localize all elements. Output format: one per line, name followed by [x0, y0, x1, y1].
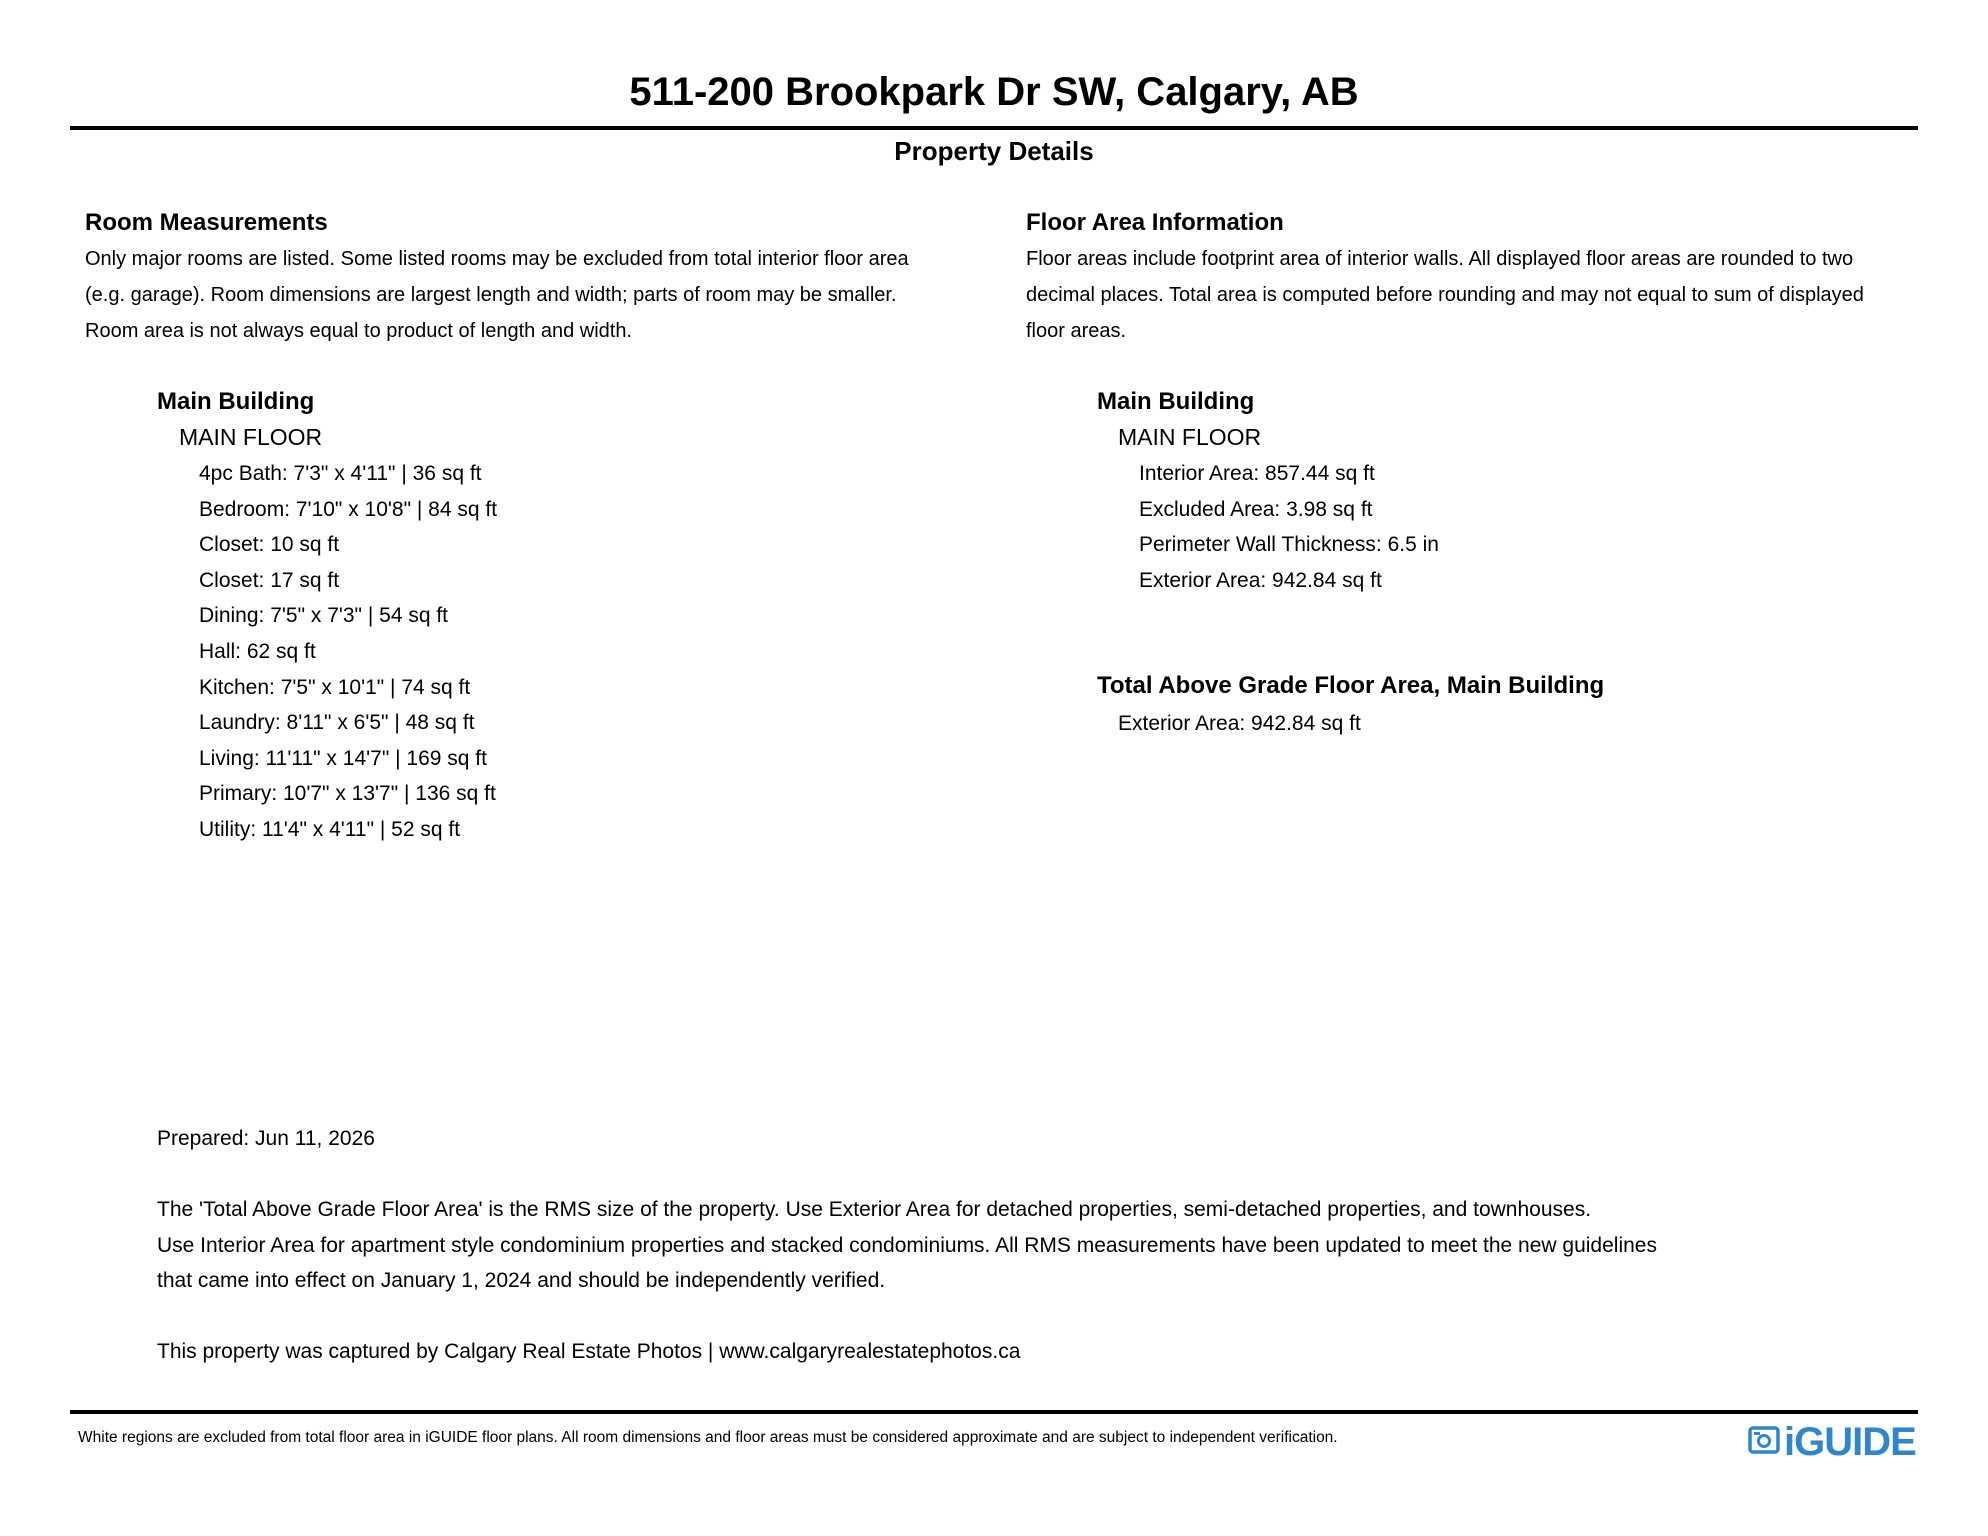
- room-item: Utility: 11'4" x 4'11" | 52 sq ft: [199, 817, 461, 841]
- room-item: Dining: 7'5" x 7'3" | 54 sq ft: [199, 604, 449, 628]
- page-title: 511-200 Brookpark Dr SW, Calgary, AB: [629, 70, 1359, 114]
- rms-note-line: Use Interior Area for apartment style condominium properties and stacked condominiums. All RMS measurements have been updated to meet the new guidelines: [157, 1233, 1657, 1257]
- area-item: Interior Area: 857.44 sq ft: [1139, 462, 1375, 485]
- area-item: Perimeter Wall Thickness: 6.5 in: [1139, 533, 1439, 557]
- footer-divider: [70, 1410, 1918, 1414]
- room-item: Living: 11'11" x 14'7" | 169 sq ft: [199, 746, 487, 770]
- room-measurements-heading: Room Measurements: [85, 209, 328, 236]
- room-item: Bedroom: 7'10" x 10'8" | 84 sq ft: [199, 497, 498, 521]
- page-subtitle: Property Details: [894, 136, 1094, 166]
- iguide-camera-icon: [1748, 1424, 1780, 1461]
- room-item: Laundry: 8'11" x 6'5" | 48 sq ft: [199, 711, 475, 735]
- captured-by-note: This property was captured by Calgary Real Estate Photos | www.calgaryrealestatephotos.ca: [157, 1340, 1021, 1363]
- footer-disclaimer: White regions are excluded from total floor area in iGUIDE floor plans. All room dimensions and floor areas must be considered approximate and are subject to independent verification.: [78, 1429, 1338, 1446]
- description-line: Floor areas include footprint area of interior walls. All displayed floor areas are rounded to two: [1026, 248, 1854, 270]
- total-area-value: Exterior Area: 942.84 sq ft: [1118, 712, 1361, 735]
- room-building-heading: Main Building: [157, 388, 315, 415]
- area-item: Exterior Area: 942.84 sq ft: [1139, 568, 1382, 592]
- area-list: [1139, 456, 1439, 598]
- description-line: floor areas.: [1026, 320, 1127, 342]
- room-item: Hall: 62 sq ft: [199, 639, 316, 663]
- room-item: Closet: 10 sq ft: [199, 533, 340, 557]
- iguide-logo: [1748, 1422, 1916, 1462]
- floor-area-description: [1026, 241, 1956, 349]
- prepared-date: Prepared: Jun 11, 2026: [157, 1127, 375, 1150]
- description-line: decimal places. Total area is computed before rounding and may not equal to sum of displayed: [1026, 284, 1864, 306]
- total-area-heading: Total Above Grade Floor Area, Main Building: [1097, 672, 1605, 699]
- room-item: 4pc Bath: 7'3" x 4'11" | 36 sq ft: [199, 462, 482, 485]
- header-divider: [70, 126, 1918, 130]
- rms-note: [157, 1192, 1657, 1299]
- rms-note-line: The 'Total Above Grade Floor Area' is the RMS size of the property. Use Exterior Area for detached properties, semi-detached properties, and townhouses.: [157, 1198, 1592, 1221]
- floor-area-heading: Floor Area Information: [1026, 209, 1284, 236]
- room-floor-label: MAIN FLOOR: [179, 424, 323, 450]
- iguide-logo-text: iGUIDE: [1784, 1420, 1916, 1464]
- room-item: Primary: 10'7" x 13'7" | 136 sq ft: [199, 782, 496, 806]
- room-list: [199, 456, 497, 848]
- area-item: Excluded Area: 3.98 sq ft: [1139, 497, 1373, 521]
- room-item: Closet: 17 sq ft: [199, 568, 340, 592]
- description-line: Only major rooms are listed. Some listed rooms may be excluded from total interior floor area: [85, 248, 909, 270]
- description-line: Room area is not always equal to product of length and width.: [85, 320, 632, 342]
- rms-note-line: that came into effect on January 1, 2024 and should be independently verified.: [157, 1269, 886, 1292]
- area-building-heading: Main Building: [1097, 388, 1255, 415]
- room-measurements-description: [85, 241, 985, 349]
- description-line: (e.g. garage). Room dimensions are largest length and width; parts of room may be smaller.: [85, 284, 897, 306]
- room-item: Kitchen: 7'5" x 10'1" | 74 sq ft: [199, 675, 471, 699]
- area-floor-label: MAIN FLOOR: [1118, 424, 1262, 450]
